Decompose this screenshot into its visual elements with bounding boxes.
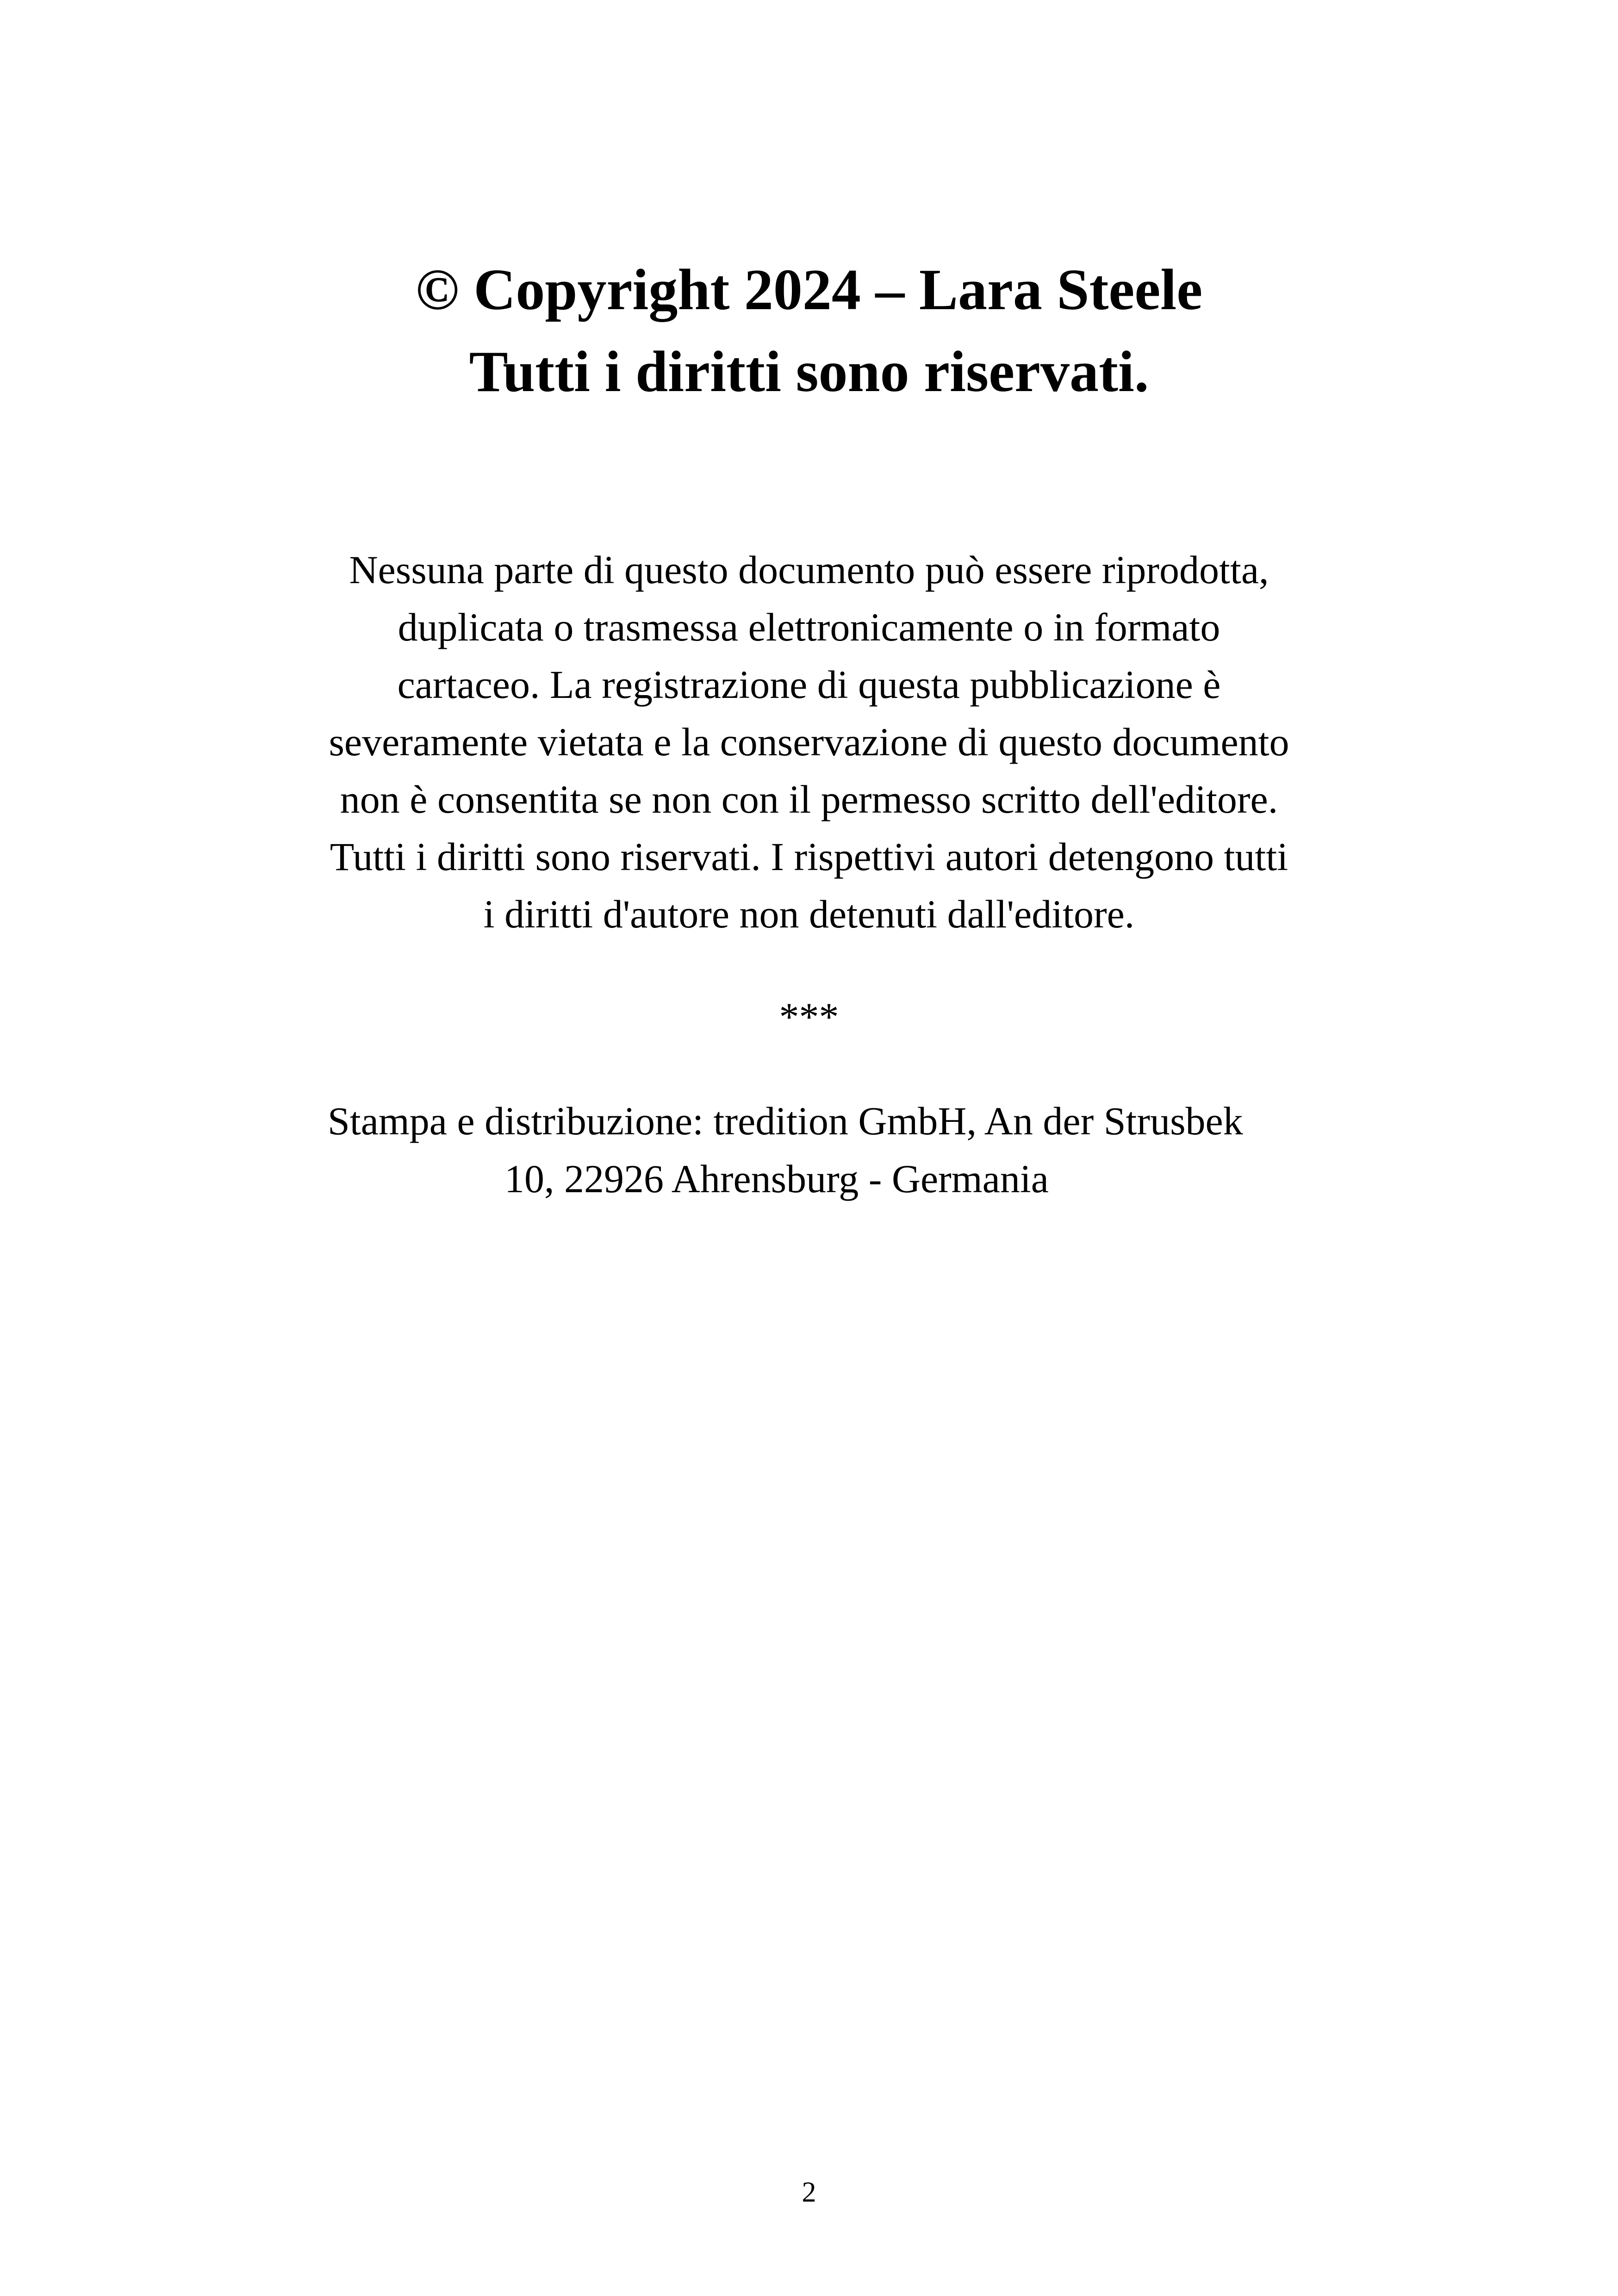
printer-info-line: Stampa e distribuzione: tredition GmbH, An der Strusbek bbox=[328, 1099, 1243, 1143]
notice-line: Nessuna parte di questo documento può essere riprodotta, bbox=[349, 548, 1269, 592]
notice-line: duplicata o trasmessa elettronicamente o in formato bbox=[398, 605, 1220, 649]
notice-line: non è consentita se non con il permesso scritto dell'editore. bbox=[340, 777, 1278, 821]
notice-line: i diritti d'autore non detenuti dall'editore. bbox=[483, 892, 1135, 936]
rights-reserved-heading: Tutti i diritti sono riservati. bbox=[469, 340, 1149, 404]
page-number: 2 bbox=[802, 2177, 816, 2208]
printer-info-line: 10, 22926 Ahrensburg - Germania bbox=[504, 1157, 1049, 1201]
copyright-notice bbox=[0, 541, 1618, 943]
notice-line: severamente vietata e la conservazione di questo documento bbox=[329, 720, 1289, 764]
section-separator: *** bbox=[779, 995, 839, 1039]
copyright-heading: © Copyright 2024 – Lara Steele bbox=[415, 258, 1203, 322]
notice-line: Tutti i diritti sono riservati. I rispettivi autori detengono tutti bbox=[330, 834, 1288, 879]
notice-line: cartaceo. La registrazione di questa pubblicazione è bbox=[397, 662, 1221, 707]
